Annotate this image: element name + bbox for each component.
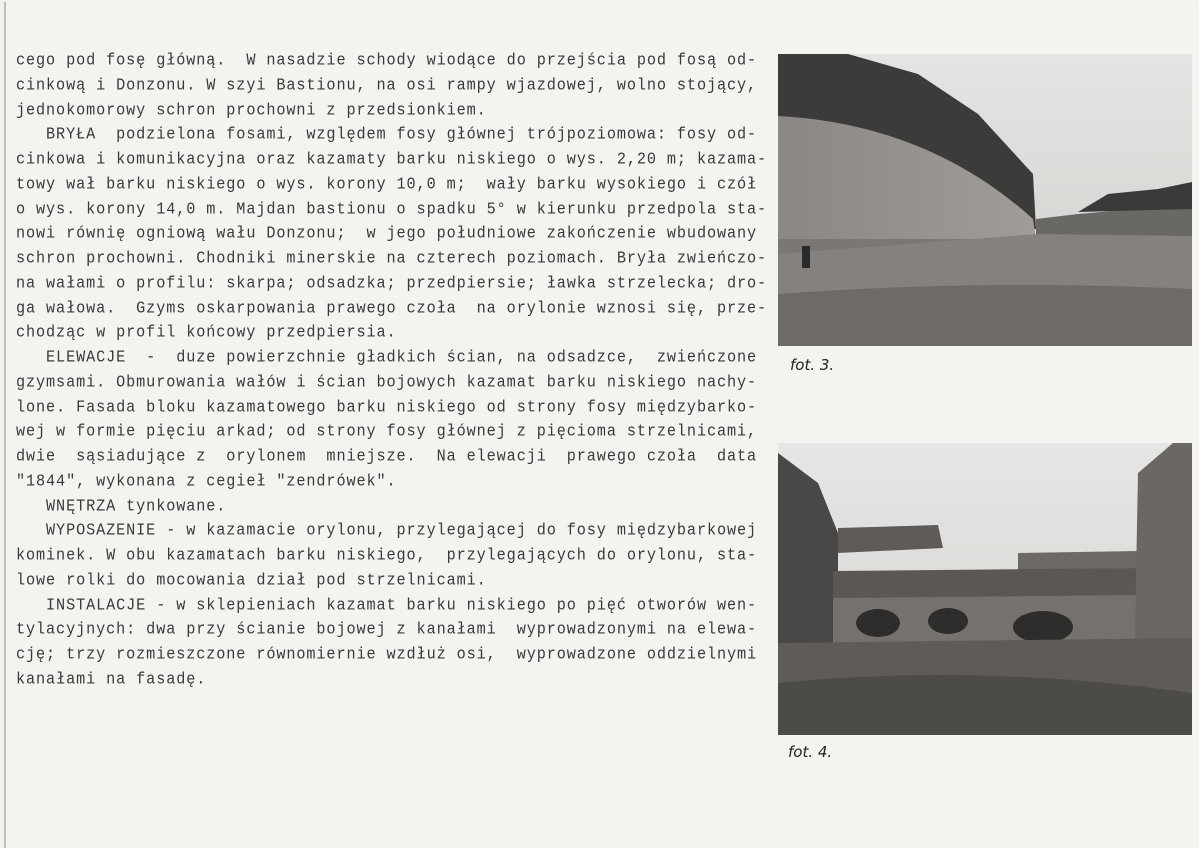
- text-line: dwie sąsiadujące z orylonem mniejsze. Na elewacji prawego czoła data: [16, 446, 758, 466]
- text-line: chodząc w profil końcowy przedpiersia.: [16, 322, 397, 342]
- text-line: "1844", wykonana z cegieł "zendrówek".: [16, 471, 397, 491]
- text-line: wej w formie pięciu arkad; od strony fosy głównej z pięcioma strzelnicami,: [16, 421, 758, 441]
- text-line: INSTALACJE - w sklepieniach kazamat barku niskiego po pięć otworów wen-: [16, 594, 758, 615]
- text-line: tylacyjnych: dwa przy ścianie bojowej z kanałami wyprowadzonymi na elewa-: [16, 619, 758, 639]
- text-line: cego pod fosę główną. W nasadzie schody wiodące do przejścia pod fosą od-: [16, 50, 758, 70]
- text-line: cinkową i Donzonu. W szyi Bastionu, na osi rampy wjazdowej, wolno stojący,: [16, 75, 758, 95]
- text-line: cinkowa i komunikacyjna oraz kazamaty barku niskiego o wys. 2,20 m; kazama-: [16, 149, 768, 169]
- text-line: lone. Fasada bloku kazamatowego barku niskiego od strony fosy międzybarko-: [16, 396, 758, 417]
- text-line: jednokomorowy schron prochowni z przedsionkiem.: [16, 99, 487, 120]
- text-line: WYPOSAZENIE - w kazamacie orylonu, przylegającej do fosy międzybarkowej: [16, 520, 758, 540]
- text-line: WNĘTRZA tynkowane.: [16, 495, 227, 516]
- text-line: kanałami na fasadę.: [16, 669, 207, 689]
- text-line: towy wał barku niskiego o wys. korony 10,0 m; wały barku wysokiego i czół: [16, 174, 758, 194]
- text-line: lowe rolki do mocowania dział pod strzelnicami.: [16, 570, 487, 590]
- text-line: ga wałowa. Gzyms oskarpowania prawego czoła na orylonie wznosi się, prze-: [16, 297, 768, 318]
- text-line: gzymsami. Obmurowania wałów i ścian bojowych kazamat barku niskiego nachy-: [16, 372, 758, 392]
- text-line: o wys. korony 14,0 m. Majdan bastionu o spadku 5° w kierunku przedpola sta-: [16, 198, 768, 219]
- text-line: na wałami o profilu: skarpa; odsadzka; przedpiersie; ławka strzelecka; dro-: [16, 273, 768, 293]
- text-line: cję; trzy rozmieszczone równomiernie wzdłuż osi, wyprowadzone oddzielnymi: [16, 644, 758, 664]
- text-line: ELEWACJE - duze powierzchnie gładkich ścian, na odsadzce, zwieńczone: [16, 347, 758, 367]
- photo-casemate-arcade: [778, 443, 1192, 735]
- photo-caption: fot. 4.: [788, 743, 833, 761]
- photo-bastion-moat-wall: [778, 54, 1192, 346]
- text-line: schron prochowni. Chodniki minerskie na czterech poziomach. Bryła zwieńczo-: [16, 248, 768, 268]
- text-line: nowi równię ogniową wału Donzonu; w jego południowe zakończenie wbudowany: [16, 223, 758, 243]
- photo-caption: fot. 3.: [790, 356, 835, 374]
- body-text: [16, 48, 766, 692]
- text-line: kominek. W obu kazamatach barku niskiego, przylegających do orylonu, sta-: [16, 545, 758, 565]
- text-line: BRYŁA podzielona fosami, względem fosy głównej trójpoziomowa: fosy od-: [16, 124, 758, 144]
